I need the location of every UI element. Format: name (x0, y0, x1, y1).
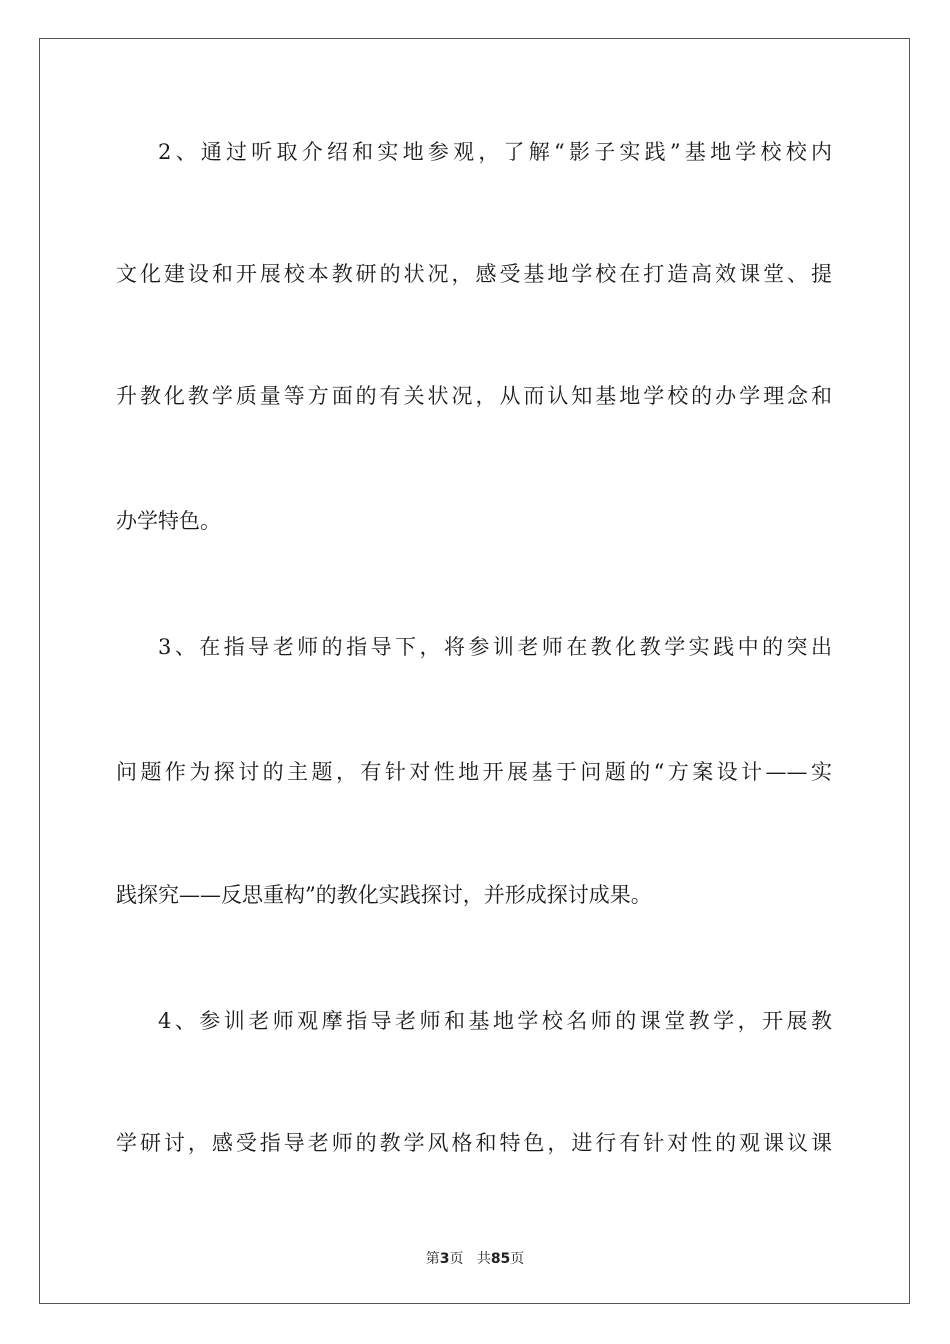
paragraph-4-line-1: 4、参训老师观摩指导老师和基地学校名师的课堂教学，开展教 (158, 1009, 832, 1033)
paragraph-2-line-1: 2、通过听取介绍和实地参观，了解“影子实践”基地学校校内 (158, 140, 832, 164)
paragraph-2-line-3: 升教化教学质量等方面的有关状况，从而认知基地学校的办学理念和 (116, 384, 832, 408)
paragraph-2-line-4: 办学特色。 (116, 509, 221, 533)
footer-total-unit: 页 (510, 1251, 525, 1267)
footer-total-pages: 85 (490, 1251, 511, 1267)
paragraph-4-line-2: 学研讨，感受指导老师的教学风格和特色，进行有针对性的观课议课 (116, 1131, 832, 1155)
footer-current-page: 3 (439, 1251, 450, 1267)
page-number-footer (0, 1248, 950, 1268)
paragraph-2-line-2: 文化建设和开展校本教研的状况，感受基地学校在打造高效课堂、提 (116, 262, 832, 286)
page-border (39, 38, 910, 1304)
footer-page-unit: 页 (449, 1251, 464, 1267)
paragraph-3-line-2: 问题作为探讨的主题，有针对性地开展基于问题的“方案设计——实 (116, 760, 832, 784)
paragraph-3-line-1: 3、在指导老师的指导下，将参训老师在教化教学实践中的突出 (158, 635, 832, 659)
paragraph-3-line-3: 践探究——反思重构”的教化实践探讨，并形成探讨成果。 (116, 883, 652, 907)
footer-page-prefix: 第 (425, 1251, 440, 1267)
footer-total-prefix: 共 (476, 1251, 491, 1267)
